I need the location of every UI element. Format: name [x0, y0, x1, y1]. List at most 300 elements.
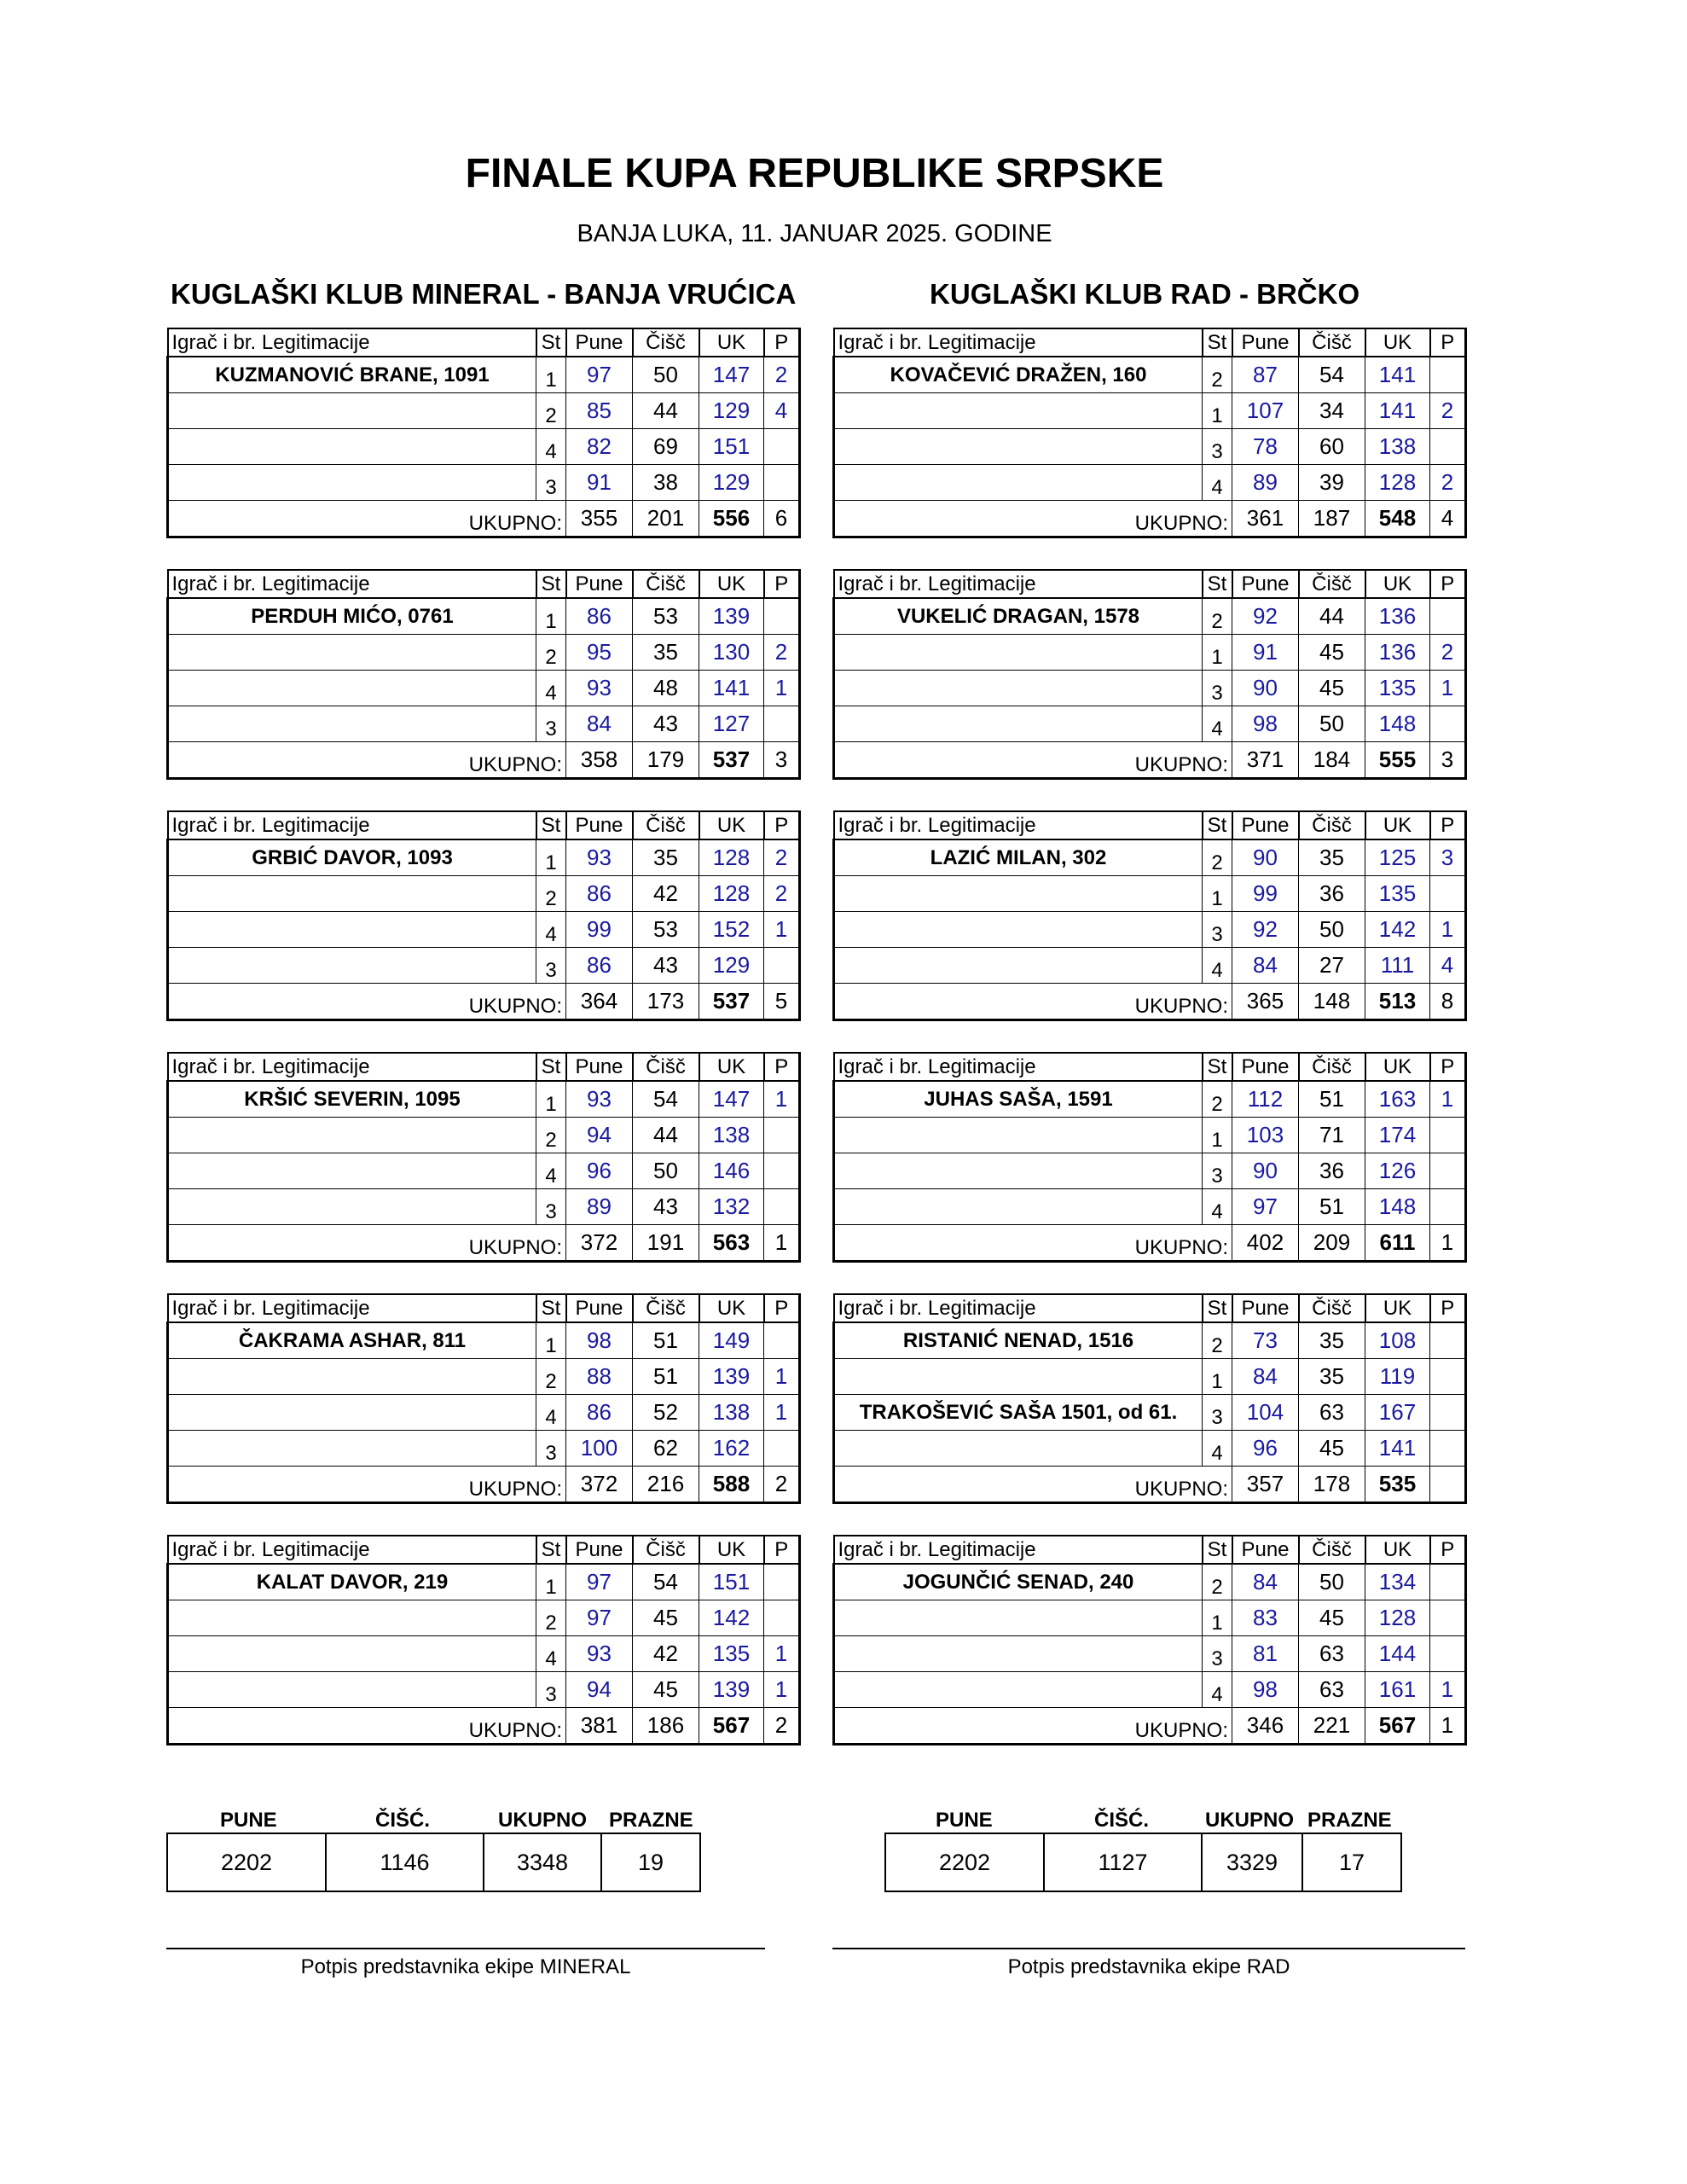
pune-value: 93	[566, 1081, 633, 1118]
cisc-value: 50	[633, 357, 699, 393]
total-label: UKUPNO:	[834, 1467, 1232, 1503]
cisc-value: 53	[633, 598, 699, 635]
total-cisc: 178	[1299, 1467, 1365, 1503]
table-row	[168, 598, 800, 635]
header-uk: UK	[1365, 1053, 1430, 1081]
player-name-cell	[168, 948, 536, 984]
pune-value: 98	[566, 1322, 633, 1359]
table-row	[834, 876, 1466, 912]
uk-value: 144	[1365, 1636, 1430, 1672]
p-value: 2	[1430, 465, 1466, 501]
pune-value: 81	[1232, 1636, 1299, 1672]
player-name: RISTANIĆ NENAD, 1516	[834, 1322, 1203, 1359]
table-header-row	[834, 1536, 1466, 1564]
player-name-cell	[834, 1672, 1203, 1708]
player-score-table	[166, 810, 801, 1021]
signature-line-home	[166, 1948, 765, 1949]
player-name-cell	[834, 1189, 1203, 1225]
player-name-cell	[168, 1672, 536, 1708]
header-cisc: Čišč	[1299, 570, 1365, 598]
cisc-value: 35	[1299, 1322, 1365, 1359]
cisc-value: 63	[1299, 1672, 1365, 1708]
table-row	[168, 1672, 800, 1708]
p-value	[764, 598, 800, 635]
cisc-value: 35	[633, 839, 699, 876]
table-row	[168, 465, 800, 501]
lane-number: 1	[536, 598, 566, 635]
cisc-value: 35	[633, 635, 699, 671]
cisc-value: 42	[633, 1636, 699, 1672]
uk-value: 161	[1365, 1672, 1430, 1708]
pune-value: 84	[1232, 1359, 1299, 1395]
lane-number: 2	[536, 393, 566, 429]
cisc-value: 53	[633, 912, 699, 948]
uk-value: 139	[699, 1672, 764, 1708]
total-cisc: 186	[633, 1708, 699, 1745]
cisc-value: 44	[633, 393, 699, 429]
player-name-cell	[168, 1636, 536, 1672]
uk-value: 127	[699, 706, 764, 742]
header-p: P	[1430, 1294, 1466, 1322]
pune-value: 94	[566, 1672, 633, 1708]
total-cisc: 179	[633, 742, 699, 779]
total-pune: 372	[566, 1225, 633, 1262]
cisc-value: 45	[1299, 1600, 1365, 1636]
lane-number: 2	[1203, 1564, 1232, 1600]
pune-value: 104	[1232, 1395, 1299, 1431]
p-value	[1430, 706, 1466, 742]
player-score-table	[166, 328, 801, 538]
table-row	[168, 1118, 800, 1153]
uk-value: 162	[699, 1431, 764, 1467]
p-value: 1	[1430, 671, 1466, 706]
lane-number: 1	[1203, 1359, 1232, 1395]
header-p: P	[1430, 328, 1466, 357]
pune-value: 86	[566, 876, 633, 912]
header-uk: UK	[699, 1294, 764, 1322]
cisc-value: 42	[633, 876, 699, 912]
p-value: 3	[1430, 839, 1466, 876]
cisc-value: 35	[1299, 839, 1365, 876]
table-header-row	[168, 1536, 800, 1564]
player-name-cell	[168, 1153, 536, 1189]
uk-value: 126	[1365, 1153, 1430, 1189]
uk-value: 129	[699, 393, 764, 429]
uk-value: 136	[1365, 598, 1430, 635]
player-name-cell	[834, 1636, 1203, 1672]
header-st: St	[536, 1053, 566, 1081]
uk-value: 135	[1365, 671, 1430, 706]
total-pune: 371	[1232, 742, 1299, 779]
p-value: 2	[1430, 635, 1466, 671]
sum-header-prazne: PRAZNE	[609, 1809, 693, 1832]
total-row	[834, 501, 1466, 537]
p-value: 4	[1430, 948, 1466, 984]
header-cisc: Čišč	[1299, 1536, 1365, 1564]
pune-value: 96	[566, 1153, 633, 1189]
cisc-value: 50	[633, 1153, 699, 1189]
header-p: P	[764, 1536, 800, 1564]
total-row	[168, 501, 800, 537]
summary-prazne: 17	[1302, 1833, 1401, 1891]
uk-value: 152	[699, 912, 764, 948]
player-score-table	[832, 1052, 1467, 1263]
total-label: UKUPNO:	[168, 1467, 566, 1503]
total-row	[168, 1225, 800, 1262]
cisc-value: 69	[633, 429, 699, 465]
total-row	[834, 742, 1466, 779]
total-uk: 537	[699, 984, 764, 1020]
total-uk: 567	[1365, 1708, 1430, 1745]
table-row	[834, 1189, 1466, 1225]
player-name-cell	[168, 876, 536, 912]
total-p	[1430, 1467, 1466, 1503]
uk-value: 147	[699, 357, 764, 393]
player-score-table	[166, 1293, 801, 1504]
cisc-value: 51	[1299, 1081, 1365, 1118]
uk-value: 149	[699, 1322, 764, 1359]
cisc-value: 45	[1299, 635, 1365, 671]
table-row	[168, 839, 800, 876]
total-uk: 556	[699, 501, 764, 537]
table-row	[834, 357, 1466, 393]
uk-value: 128	[1365, 1600, 1430, 1636]
player-name-cell	[834, 1600, 1203, 1636]
total-uk: 513	[1365, 984, 1430, 1020]
pune-value: 90	[1232, 839, 1299, 876]
table-row	[834, 1395, 1466, 1431]
cisc-value: 51	[633, 1322, 699, 1359]
p-value: 1	[1430, 912, 1466, 948]
table-row	[168, 1359, 800, 1395]
table-row	[168, 1600, 800, 1636]
table-header-row	[168, 328, 800, 357]
lane-number: 2	[1203, 1322, 1232, 1359]
summary-table-away	[884, 1833, 1402, 1892]
pune-value: 84	[566, 706, 633, 742]
total-pune: 346	[1232, 1708, 1299, 1745]
total-p: 3	[1430, 742, 1466, 779]
table-header-row	[834, 1294, 1466, 1322]
table-row	[168, 948, 800, 984]
uk-value: 128	[699, 839, 764, 876]
player-name-cell	[168, 1189, 536, 1225]
p-value	[764, 1600, 800, 1636]
uk-value: 142	[699, 1600, 764, 1636]
p-value: 1	[764, 1395, 800, 1431]
lane-number: 3	[536, 1672, 566, 1708]
table-row	[168, 706, 800, 742]
cisc-value: 54	[1299, 357, 1365, 393]
lane-number: 1	[1203, 393, 1232, 429]
total-label: UKUPNO:	[168, 984, 566, 1020]
table-row	[834, 1600, 1466, 1636]
header-cisc: Čišč	[633, 1294, 699, 1322]
total-cisc: 184	[1299, 742, 1365, 779]
uk-value: 125	[1365, 839, 1430, 876]
player-score-table	[166, 1535, 801, 1745]
header-pune: Pune	[1232, 811, 1299, 839]
header-player: Igrač i br. Legitimacije	[834, 1294, 1203, 1322]
total-label: UKUPNO:	[834, 984, 1232, 1020]
pune-value: 97	[566, 357, 633, 393]
total-row	[834, 1708, 1466, 1745]
p-value	[1430, 876, 1466, 912]
lane-number: 3	[1203, 1636, 1232, 1672]
p-value	[1430, 1322, 1466, 1359]
total-uk: 555	[1365, 742, 1430, 779]
total-uk: 548	[1365, 501, 1430, 537]
total-uk: 563	[699, 1225, 764, 1262]
club-name-away: KUGLAŠKI KLUB RAD - BRČKO	[930, 278, 1360, 310]
table-row	[834, 635, 1466, 671]
lane-number: 3	[1203, 1395, 1232, 1431]
header-player: Igrač i br. Legitimacije	[834, 570, 1203, 598]
p-value	[1430, 429, 1466, 465]
total-pune: 364	[566, 984, 633, 1020]
pune-value: 97	[566, 1600, 633, 1636]
cisc-value: 52	[633, 1395, 699, 1431]
summary-table-home	[166, 1833, 701, 1892]
cisc-value: 43	[633, 948, 699, 984]
header-p: P	[764, 1053, 800, 1081]
sum-header-ukupno: UKUPNO	[498, 1809, 588, 1832]
table-row	[168, 671, 800, 706]
total-uk: 537	[699, 742, 764, 779]
table-row	[168, 1189, 800, 1225]
lane-number: 4	[536, 1153, 566, 1189]
total-cisc: 173	[633, 984, 699, 1020]
uk-value: 129	[699, 465, 764, 501]
pune-value: 93	[566, 671, 633, 706]
cisc-value: 36	[1299, 876, 1365, 912]
pune-value: 90	[1232, 1153, 1299, 1189]
uk-value: 135	[1365, 876, 1430, 912]
header-uk: UK	[1365, 328, 1430, 357]
lane-number: 1	[536, 1081, 566, 1118]
table-row	[168, 429, 800, 465]
table-row	[834, 912, 1466, 948]
p-value: 2	[764, 876, 800, 912]
header-p: P	[1430, 570, 1466, 598]
pune-value: 93	[566, 1636, 633, 1672]
pune-value: 93	[566, 839, 633, 876]
pune-value: 78	[1232, 429, 1299, 465]
header-pune: Pune	[1232, 328, 1299, 357]
table-header-row	[834, 1053, 1466, 1081]
p-value: 2	[764, 635, 800, 671]
pune-value: 86	[566, 598, 633, 635]
uk-value: 148	[1365, 706, 1430, 742]
p-value: 1	[764, 671, 800, 706]
header-cisc: Čišč	[633, 811, 699, 839]
header-p: P	[1430, 811, 1466, 839]
table-header-row	[834, 328, 1466, 357]
table-header-row	[168, 1053, 800, 1081]
player-name: GRBIĆ DAVOR, 1093	[168, 839, 536, 876]
pune-value: 91	[1232, 635, 1299, 671]
total-row	[834, 984, 1466, 1020]
p-value	[764, 465, 800, 501]
header-player: Igrač i br. Legitimacije	[168, 1053, 536, 1081]
lane-number: 2	[536, 1118, 566, 1153]
uk-value: 134	[1365, 1564, 1430, 1600]
total-uk: 611	[1365, 1225, 1430, 1262]
pune-value: 89	[566, 1189, 633, 1225]
pune-value: 97	[1232, 1189, 1299, 1225]
lane-number: 4	[1203, 706, 1232, 742]
summary-prazne: 19	[601, 1833, 700, 1891]
uk-value: 174	[1365, 1118, 1430, 1153]
lane-number: 4	[1203, 1672, 1232, 1708]
total-cisc: 221	[1299, 1708, 1365, 1745]
table-row	[168, 912, 800, 948]
p-value	[1430, 1636, 1466, 1672]
p-value: 1	[764, 1672, 800, 1708]
lane-number: 4	[536, 1636, 566, 1672]
table-row	[834, 1431, 1466, 1467]
lane-number: 4	[1203, 465, 1232, 501]
table-row	[168, 635, 800, 671]
pune-value: 82	[566, 429, 633, 465]
player-name-cell	[834, 948, 1203, 984]
table-row	[168, 1153, 800, 1189]
total-label: UKUPNO:	[168, 742, 566, 779]
header-player: Igrač i br. Legitimacije	[168, 1536, 536, 1564]
cisc-value: 44	[633, 1118, 699, 1153]
header-p: P	[1430, 1053, 1466, 1081]
sum-header-pune: PUNE	[936, 1809, 993, 1832]
lane-number: 1	[536, 839, 566, 876]
lane-number: 3	[536, 465, 566, 501]
header-pune: Pune	[566, 1053, 633, 1081]
pune-value: 99	[1232, 876, 1299, 912]
table-row	[168, 357, 800, 393]
player-name: ČAKRAMA ASHAR, 811	[168, 1322, 536, 1359]
uk-value: 132	[699, 1189, 764, 1225]
p-value: 2	[764, 839, 800, 876]
total-label: UKUPNO:	[168, 501, 566, 537]
total-pune: 381	[566, 1708, 633, 1745]
total-p: 8	[1430, 984, 1466, 1020]
table-row	[834, 948, 1466, 984]
cisc-value: 51	[633, 1359, 699, 1395]
player-name-cell	[168, 706, 536, 742]
player-name-cell	[834, 429, 1203, 465]
lane-number: 3	[1203, 1153, 1232, 1189]
header-pune: Pune	[566, 811, 633, 839]
p-value	[764, 1322, 800, 1359]
uk-value: 108	[1365, 1322, 1430, 1359]
pune-value: 97	[566, 1564, 633, 1600]
total-p: 1	[1430, 1225, 1466, 1262]
player-name-cell	[834, 393, 1203, 429]
table-row	[834, 1672, 1466, 1708]
p-value	[764, 1153, 800, 1189]
uk-value: 151	[699, 1564, 764, 1600]
table-row	[834, 1636, 1466, 1672]
player-name: PERDUH MIĆO, 0761	[168, 598, 536, 635]
table-header-row	[168, 1294, 800, 1322]
p-value: 1	[764, 912, 800, 948]
table-header-row	[168, 811, 800, 839]
pune-value: 90	[1232, 671, 1299, 706]
total-pune: 361	[1232, 501, 1299, 537]
total-pune: 372	[566, 1467, 633, 1503]
header-player: Igrač i br. Legitimacije	[834, 1053, 1203, 1081]
total-cisc: 148	[1299, 984, 1365, 1020]
cisc-value: 62	[633, 1431, 699, 1467]
uk-value: 136	[1365, 635, 1430, 671]
total-cisc: 209	[1299, 1225, 1365, 1262]
cisc-value: 43	[633, 706, 699, 742]
cisc-value: 63	[1299, 1636, 1365, 1672]
header-uk: UK	[699, 1053, 764, 1081]
table-row	[834, 465, 1466, 501]
total-label: UKUPNO:	[834, 1225, 1232, 1262]
uk-value: 138	[1365, 429, 1430, 465]
sum-header-ukupno: UKUPNO	[1205, 1809, 1295, 1832]
player-name-cell	[834, 876, 1203, 912]
table-row	[834, 598, 1466, 635]
cisc-value: 51	[1299, 1189, 1365, 1225]
header-cisc: Čišč	[633, 328, 699, 357]
p-value	[1430, 1189, 1466, 1225]
p-value: 2	[764, 357, 800, 393]
lane-number: 2	[536, 1359, 566, 1395]
cisc-value: 27	[1299, 948, 1365, 984]
table-row	[834, 1118, 1466, 1153]
total-p: 5	[764, 984, 800, 1020]
player-name: TRAKOŠEVIĆ SAŠA 1501, od 61.	[834, 1395, 1203, 1431]
header-p: P	[764, 811, 800, 839]
lane-number: 4	[536, 1395, 566, 1431]
table-row	[168, 1322, 800, 1359]
player-name-cell	[834, 1118, 1203, 1153]
uk-value: 139	[699, 1359, 764, 1395]
cisc-value: 60	[1299, 429, 1365, 465]
uk-value: 128	[1365, 465, 1430, 501]
p-value: 1	[764, 1636, 800, 1672]
header-pune: Pune	[566, 570, 633, 598]
uk-value: 141	[1365, 357, 1430, 393]
player-name-cell	[168, 465, 536, 501]
header-pune: Pune	[1232, 1294, 1299, 1322]
p-value: 2	[1430, 393, 1466, 429]
lane-number: 2	[536, 635, 566, 671]
signature-label-home: Potpis predstavnika ekipe MINERAL	[300, 1955, 631, 1978]
cisc-value: 43	[633, 1189, 699, 1225]
cisc-value: 39	[1299, 465, 1365, 501]
header-uk: UK	[1365, 570, 1430, 598]
player-name-cell	[168, 393, 536, 429]
uk-value: 119	[1365, 1359, 1430, 1395]
p-value	[764, 1431, 800, 1467]
table-header-row	[168, 570, 800, 598]
total-p: 3	[764, 742, 800, 779]
cisc-value: 50	[1299, 912, 1365, 948]
lane-number: 1	[1203, 1118, 1232, 1153]
pune-value: 98	[1232, 1672, 1299, 1708]
header-p: P	[764, 328, 800, 357]
lane-number: 1	[1203, 876, 1232, 912]
table-row	[168, 1395, 800, 1431]
table-row	[168, 876, 800, 912]
player-name-cell	[834, 671, 1203, 706]
lane-number: 1	[536, 357, 566, 393]
player-name-cell	[168, 635, 536, 671]
total-row	[168, 742, 800, 779]
